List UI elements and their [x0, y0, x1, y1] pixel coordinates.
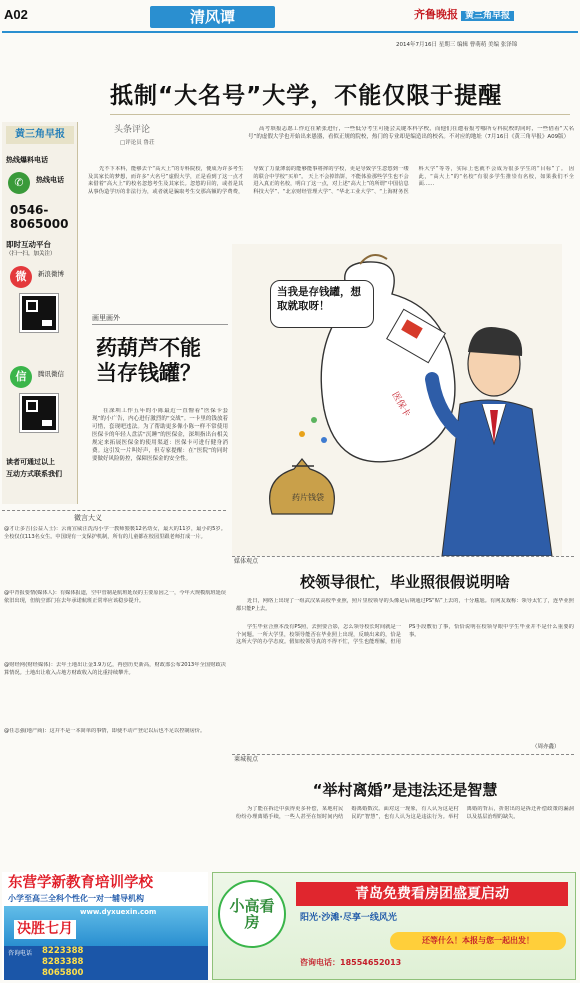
speech-bubble: 当我是存钱罐，想取就取呀！ — [270, 280, 374, 328]
article2-top-rule — [232, 556, 574, 557]
article2-intro: 近日，网络上出现了一组武汉某高校毕业照，照片里校领导的头像是后期通过PS“贴”上去的，十分尴尬。有网友戏称：领导太忙了，连毕业照都只能P上去。 — [236, 598, 574, 612]
lead-intro: 高考填报志愿工作近在紧张进行，一些低分考生可能会关键本科学校，而他们在遭着报考哪所专科院校的同时，一些借着“大名号”的虚假大学也开始出来愚器，看似正规的院校，热门的专业却是编造出的校名。不对应的地址（7月16日《黄三角早报》A09版） — [248, 126, 574, 140]
lead-body: 先不下本科，能够去个“高大上”的专科院校，便成为许多考生及其家长的梦想，而许多“大名号”虚假大学，正是看到了这一点才来借着“高大上”的校名忽悠考生及其家长。忽悠的目的，或者是其从事伪造学历的非法行为，或者就是骗取考生交那高额的学费费，导致了力量薄弱的能够能事将摔的学校，更是导致学生忽悠到一缕的联合中学校“买单”。 天上不会掉馅饼，不能体验那些学生也不会进入真正的名校，明白了这一点，对上述“高大上”的所谓“中国信息科技大学”、“北京财经管理大学”、“华北工业大学”、“上海财务医科大学”等等，实际上也就不会成为很多学生的“目标”了。 因此，“高大上”的“名校”有很多学生推崇有名校，如果我们不全面…… — [88, 166, 574, 195]
hotline-label: 热线电话 — [36, 176, 64, 184]
sidebar-logo: 黄三角早报 — [6, 126, 74, 144]
weibo-item-3: @财经网(财经媒体)：去年土地出让金3.9万亿，再创历史新高，财政部公布2013年全国财政决算情况。土地出让收入占地方财政收入的比重持续攀升。 — [4, 662, 226, 676]
weibo-label: 微言大义 — [74, 514, 102, 522]
cartoon-title — [96, 336, 216, 386]
gourd-label: 医保卡 — [389, 390, 412, 419]
sidebar-footer-2: 互动方式联系我们 — [6, 470, 62, 478]
phone-line-2: 8065000 — [10, 217, 69, 231]
cartoon-body: 在深圳工作五年的小陈最近一直懵着“医保卡套现”的小广告，内心进行激烈的“交战”。一卡里的钱放着可惜，套现吧违法。为了帮助更多像小陈一样不常使用医保卡的年轻人盘活“沉睡”的医保金，深圳指出台相关规定来拓展医保金的使用渠道：医保卡可进行健身消费。这引发一片叫好声，但专家提醒：在“医院”的同时要做好风险防控，保障医保金的安全性。 — [92, 408, 228, 462]
top-rule — [2, 31, 578, 33]
phone-line-1: 0546- — [10, 203, 49, 217]
lead-byline: □评论员 鲁荘 — [120, 140, 155, 146]
school-ad-site[interactable]: www.dyxuexin.com — [80, 908, 157, 916]
lead-headline: 抵制“大名号”大学，不能仅限于提醒 — [110, 83, 503, 109]
school-ad-title: 东营学新教育培训学校 — [8, 875, 153, 891]
wechat-qr-code[interactable] — [20, 394, 58, 432]
cartoon-title-line-2: 当存钱罐？ — [96, 361, 201, 386]
brand — [414, 6, 514, 24]
article2-label: 媒体观点 — [234, 558, 259, 565]
weibo-qr-code[interactable] — [20, 294, 58, 332]
weibo-label: 新浪微博 — [38, 270, 64, 278]
weibo-item-2: @中青报要情(媒体人)：有媒体报道，空中管制是航班延误的主要原因之一，今年大规模航班延误依旧出现，但航空部门在去年承诺航班正常率应该稳步提升。 — [4, 590, 226, 604]
house-tour-ad-hotline: 咨询电话：18554652013 — [300, 958, 402, 967]
lead-column: 头条评论 — [114, 125, 151, 135]
interact-title: 即时互动平台 — [6, 240, 51, 249]
brand-name: 齐鲁晚报 — [414, 8, 458, 21]
house-tour-ad-subtitle: 阳光·沙滩·尽享一线风光 — [300, 913, 397, 923]
article2-title: 校领导很忙，毕业照很假说明啥 — [299, 573, 510, 591]
section-title: 清风谭 — [150, 6, 275, 28]
school-ad-contact-strip — [4, 946, 208, 980]
school-ad-subtitle: 小学至高三全科个性化一对一辅导机构 — [8, 894, 144, 903]
article2-body: 学生毕业合照本没有PS照，去照要合影，怎么领导校长时间就是一个问题。一所大学里，校领导能否在毕业照上出现，反映出来的，恰是这所大学的办学态度。假如校领导真的不得不忙，学生也能理解，但用PS手段敷衍了事，恰恰说明在校领导眼中学生毕业并不是什么重要的事。 — [236, 624, 574, 646]
page-number: A02 — [4, 7, 28, 22]
article3-title: “举村离婚”是违法还是智慧 — [312, 781, 498, 799]
article3-label: 莱城视点 — [234, 756, 259, 763]
phone-icon: ✆ — [8, 172, 30, 194]
article2-credit: （周亦鑫） — [532, 744, 560, 750]
article3-top-rule — [232, 754, 574, 755]
school-ad-phone-3: 8065800 — [42, 968, 84, 978]
interact-subtitle: （扫一扫，加关注） — [6, 251, 56, 257]
cartoon-section-label: 画里画外 — [92, 314, 120, 322]
weibo-item-1: @才让多吉(公益人士)：云南宣威汪洗沟小学一教师猥亵12名幼女，最大的11岁，最小的5岁。全校仅仅113名女生。中国现有一支保护机制，所有的儿童都在校园里跟老师打成一片。 — [4, 526, 226, 540]
cartoon-label-rule — [92, 324, 228, 325]
wechat-label: 腾讯微信 — [38, 370, 64, 378]
school-ad-slogan: 决胜七月 — [14, 920, 76, 939]
money-bag-label: 药片钱袋 — [292, 493, 324, 502]
hotline-title: 热线爆料电话 — [6, 156, 48, 164]
headline-rule — [110, 114, 570, 115]
dateline: 2014年7月16日 星期三 编辑 曹萌萌 美编 张泽锦 — [396, 42, 518, 48]
house-tour-ad-logo: 小高看房 — [218, 880, 286, 948]
house-tour-ad-headline: 青岛免费看房团盛夏启动 — [296, 882, 568, 906]
article3-body: 为了能在拆迁中获得更多补偿，某地村民纷纷办理离婚手续，一些人甚至在短时间内结婚离婚数次。面对这一现象，有人认为这是村民的“智慧”，也有人认为这是违法行为。举村离婚的背后，折射出的是拆迁补偿政策的漏洞以及基层治理的缺失。 — [236, 806, 574, 820]
weibo-top-rule — [2, 510, 226, 511]
school-ad-phone-label: 咨询电话 — [8, 950, 33, 957]
wechat-icon: 信 — [10, 366, 32, 388]
weibo-icon: 微 — [10, 266, 32, 288]
cartoon-title-line-1: 药葫芦不能 — [96, 336, 201, 360]
weibo-item-4: @任志强(地产商)：这并不是一本简单的事情，即使不动产登记以后也不足以控制房价。 — [4, 728, 206, 734]
house-tour-ad-offer: 还等什么！本报与您一起出发！ — [390, 932, 566, 950]
school-ad-phone-2: 8283388 — [42, 957, 84, 967]
school-ad-phone-1: 8223388 — [42, 946, 84, 956]
sidebar-footer-1: 读者可通过以上 — [6, 458, 55, 466]
brand-tag: 黄三角早报 — [461, 11, 514, 21]
